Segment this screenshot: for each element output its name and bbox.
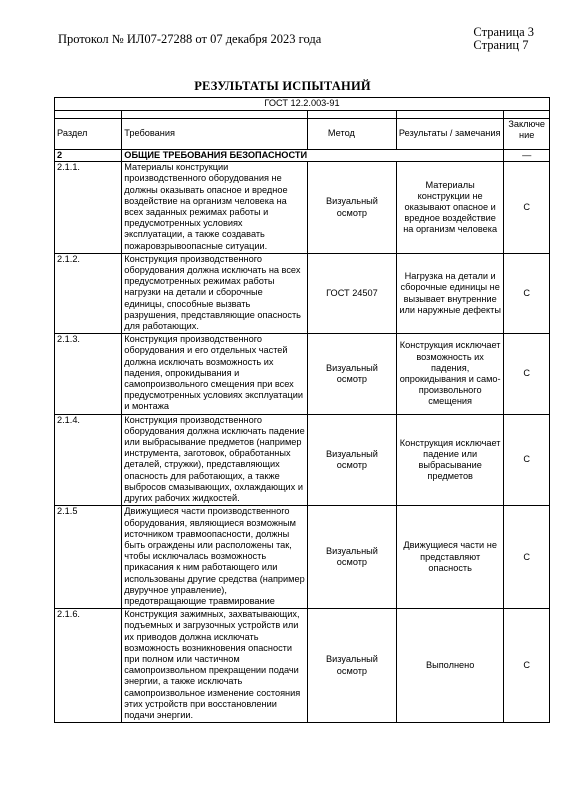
page-number: Страница 3 (473, 25, 534, 39)
row-method: Визуальный осмотр (307, 162, 396, 254)
row-requirement: Конструкция производственного оборудования должна исключать падение или выбрасывание предметов (например инструмента, заготовок, обработанных деталей, стружки), представляющих опасность для работающих, а также выбросов смазывающих, охлаждающих и других рабочих жидкостей. (122, 414, 308, 506)
row-conclusion: С (504, 414, 550, 506)
row-requirement: Движущиеся части производственного оборудования, являющиеся возможным источником травмоопасности, должны быть ограждены или расположены так, чтобы исключалась возможность прикасания к ним работающего или использованы другие средства (например двуручное управление), предотвращающие травмирование (122, 506, 308, 609)
row-requirement: Конструкция производственного оборудования должна исключать на всех предусмотренных режимах работы нагрузки на детали и сборочные единицы, способные вызвать разрушения, представляющие опасность для работающих. (122, 253, 308, 333)
row-requirement: Материалы конструкции производственного оборудования не должны оказывать опасное и вредное воздействие на организм человека на всех заданных режимах работы и предусмотренных условиях эксплуатации, а также создавать пожаровзрывоопасные ситуации. (122, 162, 308, 254)
row-result: Конструкция исключает возможность их падения, опрокидывания и само-произвольного смещения (396, 334, 503, 414)
page-counter (473, 26, 534, 52)
table-row (55, 253, 550, 333)
protocol-header: Протокол № ИЛ07-27288 от 07 декабря 2023 года (58, 32, 322, 46)
row-result: Выполнено (396, 609, 503, 723)
row-conclusion: С (504, 253, 550, 333)
row-conclusion: С (504, 334, 550, 414)
section-title: ОБЩИЕ ТРЕБОВАНИЯ БЕЗОПАСНОСТИ (122, 150, 504, 162)
page-total: Страниц 7 (473, 38, 529, 52)
col-header-results: Результаты / замечания (396, 119, 503, 150)
col-header-requirements: Требования (122, 119, 308, 150)
row-number: 2.1.2. (55, 253, 122, 333)
row-conclusion: С (504, 609, 550, 723)
row-method: ГОСТ 24507 (307, 253, 396, 333)
table-row (55, 609, 550, 723)
col-header-section: Раздел (55, 119, 122, 150)
section-number: 2 (55, 150, 122, 162)
column-header-row (55, 119, 550, 150)
row-method: Визуальный осмотр (307, 506, 396, 609)
row-number: 2.1.1. (55, 162, 122, 254)
col-header-conclusion: Заключение (504, 119, 550, 150)
standard-row (55, 98, 550, 111)
row-result: Конструкция исключает падение или выбрасывание предметов (396, 414, 503, 506)
table-row (55, 334, 550, 414)
table-row (55, 414, 550, 506)
row-result: Материалы конструкции не оказывают опасное и вредное воздействие на организм человека (396, 162, 503, 254)
row-conclusion: С (504, 506, 550, 609)
row-number: 2.1.6. (55, 609, 122, 723)
table-row (55, 162, 550, 254)
row-method: Визуальный осмотр (307, 609, 396, 723)
results-table (54, 97, 550, 723)
row-number: 2.1.3. (55, 334, 122, 414)
col-header-method: Метод (307, 119, 396, 150)
row-requirement: Конструкция производственного оборудования и его отдельных частей должна исключать возможность их падения, опрокидывания и самопроизвольного смещения при всех предусмотренных условиях эксплуатации и монтажа (122, 334, 308, 414)
row-result: Движущиеся части не представляют опасность (396, 506, 503, 609)
row-result: Нагрузка на детали и сборочные единицы не вызывает внутренние или наружные дефекты (396, 253, 503, 333)
spacer-row (55, 111, 550, 119)
row-number: 2.1.5 (55, 506, 122, 609)
section-row (55, 150, 550, 162)
table-row (55, 506, 550, 609)
row-method: Визуальный осмотр (307, 414, 396, 506)
page-title: РЕЗУЛЬТАТЫ ИСПЫТАНИЙ (194, 79, 371, 93)
row-requirement: Конструкция зажимных, захватывающих, подъемных и загрузочных устройств или их приводов должна исключать возможность возникновения опасности при полном или частичном самопроизвольном прекращении подачи энергии, а также исключать самопроизвольное изменение состояния этих устройств при восстановлении подачи энергии. (122, 609, 308, 723)
row-method: Визуальный осмотр (307, 334, 396, 414)
standard-cell: ГОСТ 12.2.003-91 (55, 98, 550, 111)
row-number: 2.1.4. (55, 414, 122, 506)
row-conclusion: С (504, 162, 550, 254)
section-conclusion: — (504, 150, 550, 162)
